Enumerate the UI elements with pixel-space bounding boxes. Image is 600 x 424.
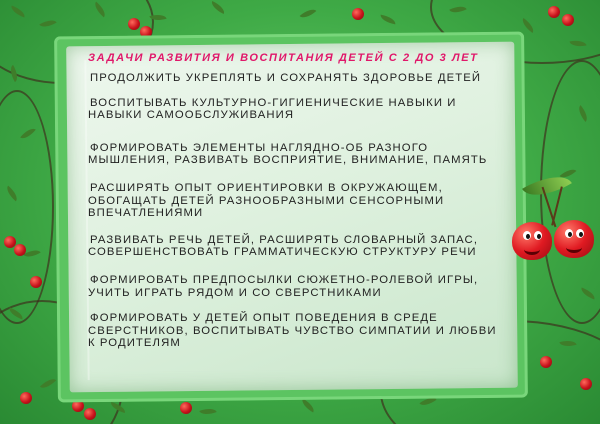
- list-item: ПРОДОЛЖИТЬ УКРЕПЛЯТЬ И СОХРАНЯТЬ ЗДОРОВЬЕ ДЕТЕЙ: [90, 72, 482, 84]
- list-item: ФОРМИРОВАТЬ ПРЕДПОСЫЛКИ СЮЖЕТНО-РОЛЕВОЙ ИГРЫ, УЧИТЬ ИГРАТЬ РЯДОМ И СО СВЕРСТНИКАМИ: [88, 273, 479, 299]
- list-item: ФОРМИРОВАТЬ У ДЕТЕЙ ОПЫТ ПОВЕДЕНИЯ В СРЕДЕ СВЕРСТНИКОВ, ВОСПИТЫВАТЬ ЧУВСТВО СИМПАТИИ И ЛЮБВИ К РОДИТЕЛЯМ: [88, 312, 497, 350]
- list-item: РАЗВИВАТЬ РЕЧЬ ДЕТЕЙ, РАСШИРЯТЬ СЛОВАРНЫЙ ЗАПАС, СОВЕРШЕНСТВОВАТЬ ГРАММАТИЧЕСКУЮ СТРУКТУРУ РЕЧИ: [88, 233, 479, 259]
- tasks-list: [88, 71, 508, 361]
- list-item: ФОРМИРОВАТЬ ЭЛЕМЕНТЫ НАГЛЯДНО-ОБ РАЗНОГО МЫШЛЕНИЯ, РАЗВИВАТЬ ВОСПРИЯТИЕ, ВНИМАНИЕ, ПАМЯТЬ: [88, 141, 488, 167]
- list-item: РАСШИРЯТЬ ОПЫТ ОРИЕНТИРОВКИ В ОКРУЖАЮЩЕМ, ОБОГАЩАТЬ ДЕТЕЙ РАЗНООБРАЗНЫМИ СЕНСОРНЫМИ ВПЕЧАТЛЕНИЯМИ: [88, 181, 445, 220]
- page-title: ЗАДАЧИ РАЗВИТИЯ И ВОСПИТАНИЯ ДЕТЕЙ С 2 ДО 3 ЛЕТ: [88, 52, 479, 64]
- list-item: ВОСПИТЫВАТЬ КУЛЬТУРНО-ГИГИЕНИЧЕСКИЕ НАВЫКИ И НАВЫКИ САМООБСЛУЖИВАНИЯ: [88, 96, 457, 122]
